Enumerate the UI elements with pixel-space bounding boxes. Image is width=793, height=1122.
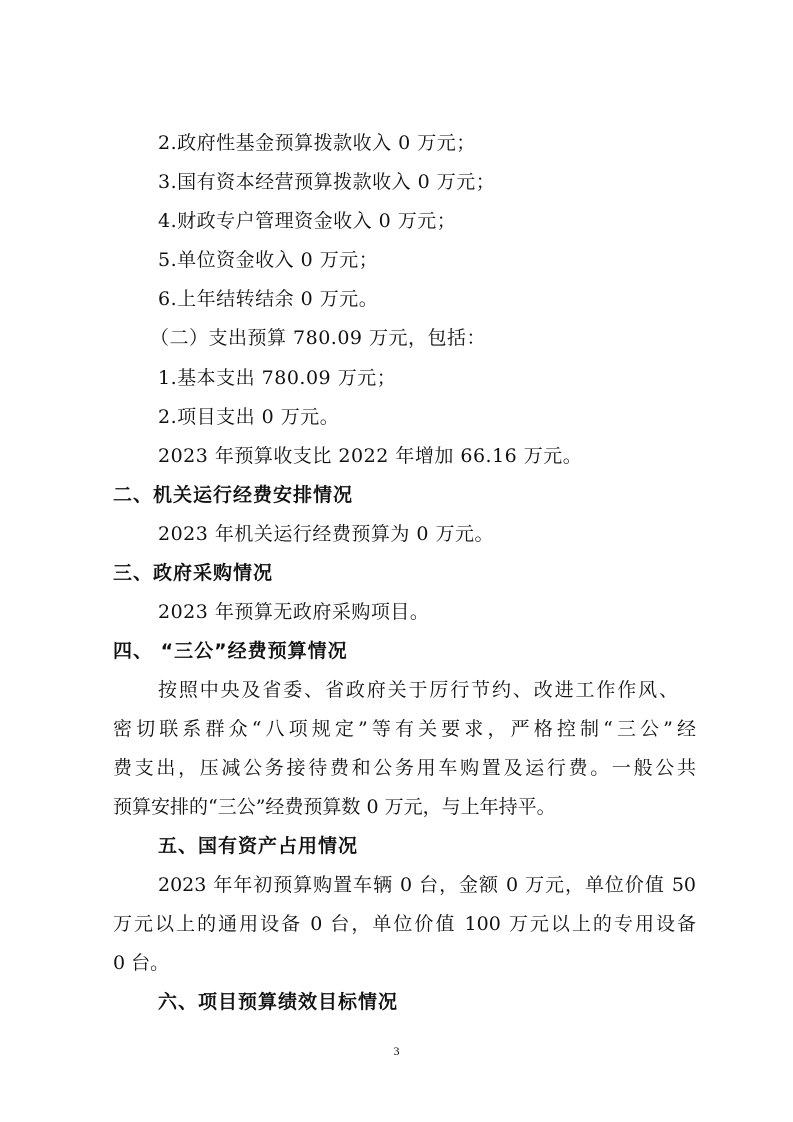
section-5-para-line: 2023 年年初预算购置车辆 0 台，金额 0 万元，单位价值 50 bbox=[158, 874, 696, 896]
income-line-government-fund: 2.政府性基金预算拨款收入 0 万元； bbox=[158, 132, 476, 154]
section-text-2: 2023 年机关运行经费预算为 0 万元。 bbox=[158, 523, 495, 545]
section-4-para-line: 费支出，压减公务接待费和公务用车购置及运行费。一般公共 bbox=[113, 757, 696, 779]
page-number: 3 bbox=[393, 1044, 400, 1058]
section-4-para-line: 预算安排的“三公”经费预算数 0 万元，与上年持平。 bbox=[113, 796, 556, 818]
section-4-para-line: 按照中央及省委、省政府关于厉行节约、改进工作作风、 bbox=[158, 679, 678, 701]
income-line-state-capital: 3.国有资本经营预算拨款收入 0 万元； bbox=[158, 171, 496, 193]
income-line-carryover: 6.上年结转结余 0 万元。 bbox=[158, 288, 379, 310]
section-5-para-line: 万元以上的通用设备 0 台，单位价值 100 万元以上的专用设备 bbox=[113, 913, 696, 935]
section-heading-2: 二、机关运行经费安排情况 bbox=[113, 484, 354, 506]
section-5-para-line: 0 台。 bbox=[113, 952, 170, 974]
budget-comparison: 2023 年预算收支比 2022 年增加 66.16 万元。 bbox=[158, 445, 583, 467]
section-heading-3: 三、政府采购情况 bbox=[113, 562, 274, 584]
income-line-fiscal-account: 4.财政专户管理资金收入 0 万元； bbox=[158, 210, 457, 232]
expenditure-line-basic: 1.基本支出 780.09 万元； bbox=[158, 367, 397, 389]
section-heading-4: 四、 “三公”经费预算情况 bbox=[113, 640, 348, 662]
section-text-3: 2023 年预算无政府采购项目。 bbox=[158, 601, 430, 623]
expenditure-summary: （二）支出预算 780.09 万元，包括： bbox=[150, 327, 487, 349]
section-heading-5: 五、国有资产占用情况 bbox=[158, 835, 359, 857]
income-line-unit-funds: 5.单位资金收入 0 万元； bbox=[158, 249, 379, 271]
expenditure-line-project: 2.项目支出 0 万元。 bbox=[158, 406, 340, 428]
section-heading-6: 六、项目预算绩效目标情况 bbox=[158, 991, 399, 1013]
section-4-para-line: 密切联系群众“八项规定”等有关要求，严格控制“三公”经 bbox=[113, 718, 696, 740]
